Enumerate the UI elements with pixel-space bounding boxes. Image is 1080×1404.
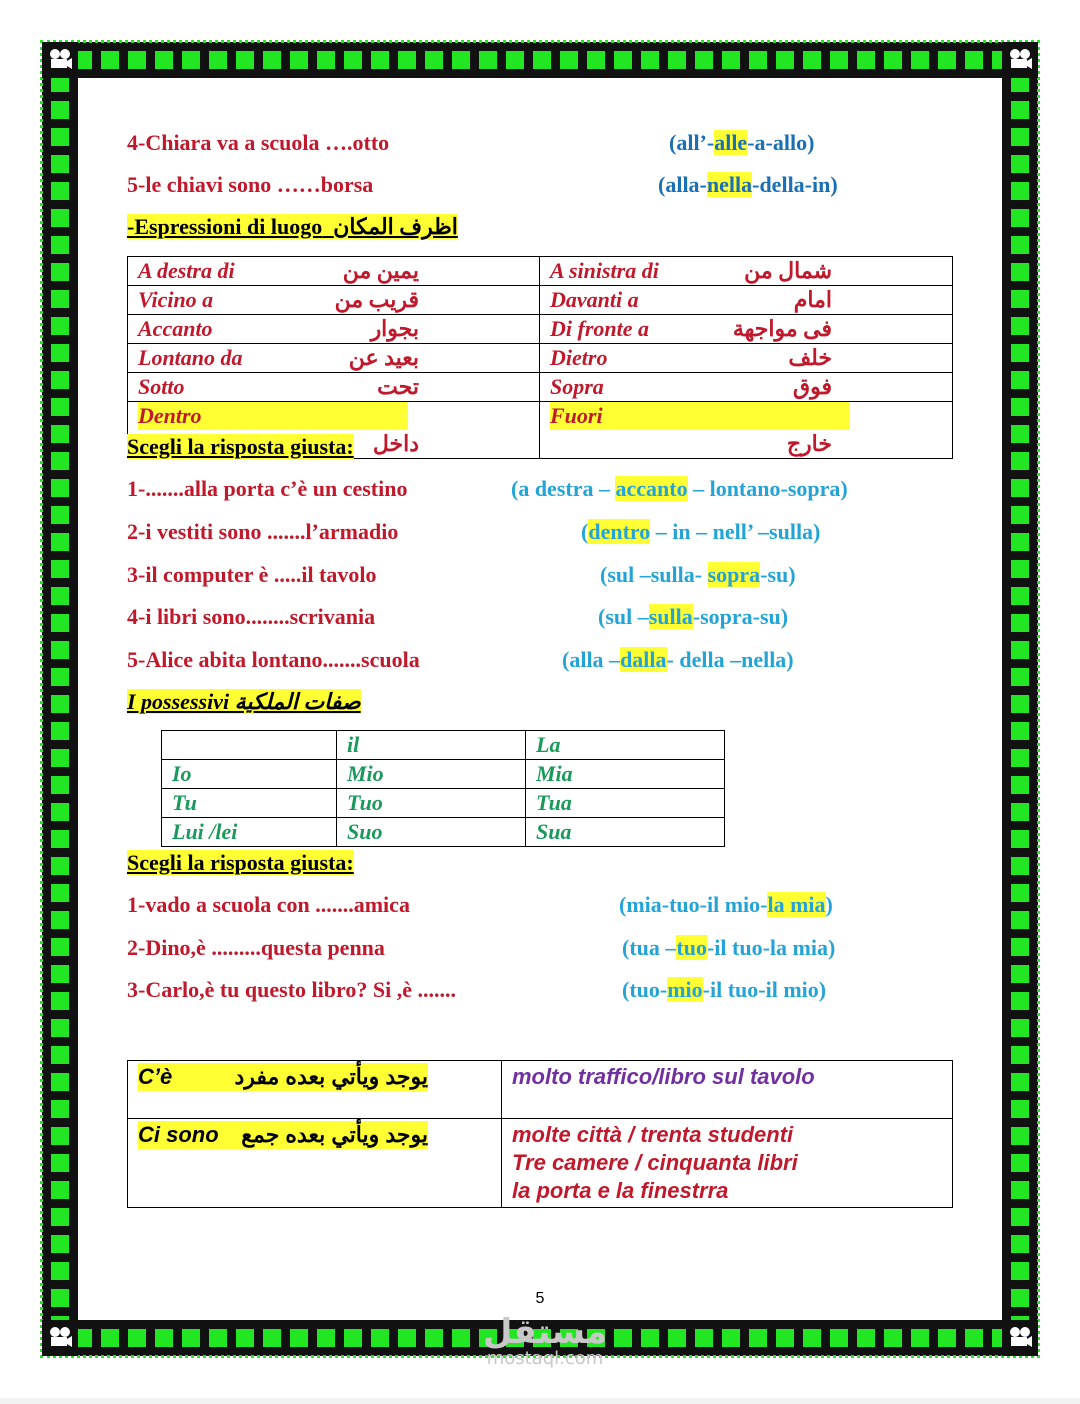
table-cell: Mio xyxy=(337,760,526,789)
table-cell: A destra di يمين من xyxy=(128,257,540,286)
possessivi-table xyxy=(161,730,725,847)
table-cell: Dietro خلف xyxy=(540,344,953,373)
scegli-heading: Scegli la risposta giusta: xyxy=(127,434,354,459)
border-left xyxy=(42,42,78,1356)
scegli-heading: Scegli la risposta giusta: xyxy=(127,850,354,875)
exercise-options: (a destra – accanto – lontano-sopra) xyxy=(511,476,848,501)
table-cell: Lontano da بعيد عن xyxy=(128,344,540,373)
table-row xyxy=(128,257,953,286)
exercise-options: (sul –sulla- sopra-su) xyxy=(600,562,796,587)
table-cell: Sotto تحت xyxy=(128,373,540,402)
exercise-options: (alla-nella-della-in) xyxy=(658,172,838,197)
table-row xyxy=(162,760,725,789)
camera-icon xyxy=(1002,1320,1038,1356)
exercise-sentence: 3-il computer è .....il tavolo xyxy=(127,562,377,587)
exercise-options: (sul –sulla-sopra-su) xyxy=(598,604,789,629)
border-top xyxy=(42,42,1038,78)
table-cell: Lui /lei xyxy=(162,818,337,847)
ce-arabic: يوجد ويأتي بعده جمع xyxy=(241,1122,428,1147)
border-right xyxy=(1002,42,1038,1356)
exercise-options: (tua –tuo-il tuo-la mia) xyxy=(622,935,836,960)
section-heading-luogo: -Espressioni di luogo اظرف المكان xyxy=(127,214,458,239)
table-row xyxy=(162,818,725,847)
table-row xyxy=(128,286,953,315)
table-row xyxy=(128,1061,953,1119)
table-cell: Di fronte a فى مواجهة xyxy=(540,315,953,344)
table-cell: Tua xyxy=(526,789,725,818)
table-row xyxy=(162,731,725,760)
ce-key: C’è xyxy=(138,1064,173,1089)
table-cell xyxy=(502,1119,953,1208)
table-cell xyxy=(128,1119,502,1208)
table-cell: Io xyxy=(162,760,337,789)
table-row xyxy=(162,789,725,818)
exercise-options: (tuo-mio-il tuo-il mio) xyxy=(622,977,827,1002)
table-cell xyxy=(128,1061,502,1119)
table-row xyxy=(128,1119,953,1208)
ce-example: la porta e la finestrra xyxy=(512,1178,729,1203)
table-row xyxy=(128,373,953,402)
camera-icon xyxy=(1002,42,1038,78)
exercise-sentence: 5-Alice abita lontano.......scuola xyxy=(127,647,420,672)
table-cell: Davanti a امام xyxy=(540,286,953,315)
watermark: مستقل mostaql.com xyxy=(482,1312,608,1369)
section-heading-possessivi: I possessivi صفات الملكية xyxy=(127,689,361,714)
exercise-sentence: 2-i vestiti sono .......l’armadio xyxy=(127,519,399,544)
table-cell: Sua xyxy=(526,818,725,847)
table-row xyxy=(128,315,953,344)
table-cell: A sinistra di شمال من xyxy=(540,257,953,286)
table-row xyxy=(128,344,953,373)
table-cell: Tu xyxy=(162,789,337,818)
ce-arabic: يوجد ويأتي بعده مفرد xyxy=(234,1064,428,1089)
table-cell: Accanto بجوار xyxy=(128,315,540,344)
luogo-table xyxy=(127,256,953,459)
table-cell: Dentro داخل xyxy=(128,402,540,459)
exercise-sentence: 5-le chiavi sono ……borsa xyxy=(127,172,374,197)
exercise-sentence: 2-Dino,è .........questa penna xyxy=(127,935,385,960)
exercise-sentence: 1-vado a scuola con .......amica xyxy=(127,892,410,917)
ce-ci-sono-table xyxy=(127,1060,953,1208)
table-cell: Tuo xyxy=(337,789,526,818)
exercise-sentence: 3-Carlo,è tu questo libro? Si ,è ....... xyxy=(127,977,456,1002)
table-cell: Vicino a قريب من xyxy=(128,286,540,315)
table-cell: il xyxy=(337,731,526,760)
camera-icon xyxy=(42,1320,78,1356)
table-cell xyxy=(502,1061,953,1119)
table-cell: Mia xyxy=(526,760,725,789)
table-cell: Suo xyxy=(337,818,526,847)
table-cell xyxy=(162,731,337,760)
ce-example: Tre camere / cinquanta libri xyxy=(512,1150,798,1175)
exercise-options: (mia-tuo-il mio-la mia) xyxy=(619,892,833,917)
table-cell: La xyxy=(526,731,725,760)
exercise-sentence: 1-.......alla porta c’è un cestino xyxy=(127,476,408,501)
ce-key: Ci sono xyxy=(138,1122,219,1147)
exercise-sentence: 4-i libri sono........scrivania xyxy=(127,604,376,629)
table-cell: Fuori خارج xyxy=(540,402,953,459)
page-number: 5 xyxy=(535,1290,545,1307)
exercise-options: (all’-alle-a-allo) xyxy=(669,130,815,155)
exercise-options: (dentro – in – nell’ –sulla) xyxy=(581,519,821,544)
ce-example: molto traffico/libro sul tavolo xyxy=(512,1064,815,1089)
exercise-options: (alla –dalla- della –nella) xyxy=(562,647,794,672)
table-cell: Sopra فوق xyxy=(540,373,953,402)
camera-icon xyxy=(42,42,78,78)
exercise-sentence: 4-Chiara va a scuola ….otto xyxy=(127,130,390,155)
ce-example: molte città / trenta studenti xyxy=(512,1122,794,1147)
